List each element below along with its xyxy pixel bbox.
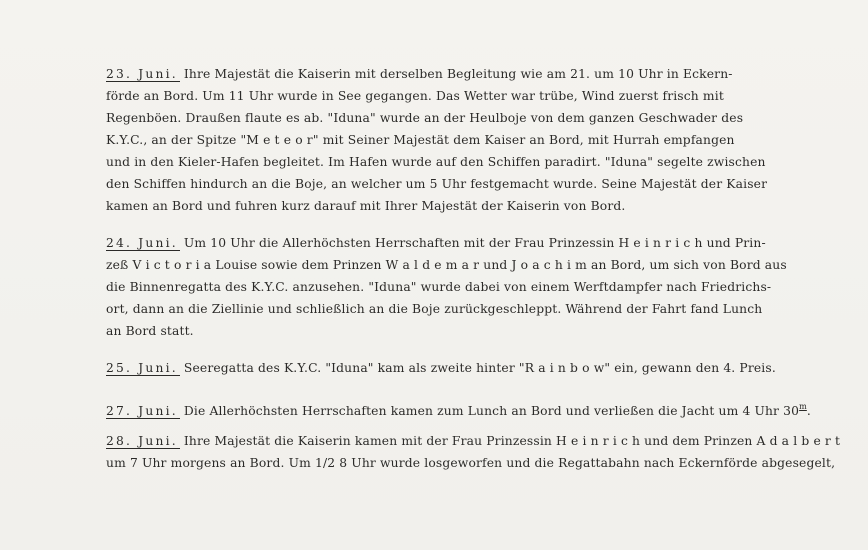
entry-line: ort, dann an die Ziellinie und schließlich an die Boje zurückgeschleppt. Während der Fahrt fand Lunch [106, 302, 763, 316]
entry-line: Regenböen. Draußen flaute es ab. "Iduna" wurde an der Heulboje von dem ganzen Geschwader des [106, 111, 744, 125]
entry-date: 28. Juni. [106, 434, 178, 448]
entry-date: 24. Juni. [106, 236, 178, 250]
entry-line: den Schiffen hindurch an die Boje, an welcher um 5 Uhr festgemacht wurde. Seine Majestät der Kaiser [106, 177, 768, 191]
entry-text: Die Allerhöchsten Herrschaften kamen zum Lunch an Bord und verließen die Jacht um 4 Uhr 30 [183, 404, 800, 418]
entry-date: 25. Juni. [106, 361, 178, 375]
entry-line [106, 360, 776, 376]
entry-date: 27. Juni. [106, 404, 178, 418]
entry-line: und in den Kieler-Hafen begleitet. Im Hafen wurde auf den Schiffen paradirt. "Iduna" segelte zwischen [106, 155, 766, 169]
entry-line [106, 433, 840, 449]
entry-text: Um 10 Uhr die Allerhöchsten Herrschaften mit der Frau Prinzessin H e i n r i c h und Prin- [183, 236, 766, 250]
entry-line: die Binnenregatta des K.Y.C. anzusehen. "Iduna" wurde dabei von einem Werftdampfer nach Friedrichs- [106, 280, 772, 294]
entry-text: Ihre Majestät die Kaiserin mit derselben Begleitung wie am 21. um 10 Uhr in Eckern- [183, 67, 733, 81]
entry-text: Seeregatta des K.Y.C. "Iduna" kam als zweite hinter "R a i n b o w" ein, gewann den 4. Preis. [183, 361, 776, 375]
entry-line: an Bord statt. [106, 324, 194, 338]
entry-date: 23. Juni. [106, 67, 178, 81]
entry-line: um 7 Uhr morgens an Bord. Um 1/2 8 Uhr wurde losgeworfen und die Regattabahn nach Eckernförde abgesegelt, [106, 456, 836, 470]
entry-line: 27. Juni. Die Allerhöchsten Herrschaften kamen zum Lunch an Bord und verließen die Jacht um 4 Uhr 30$^m$. [106, 402, 811, 418]
entry-line [106, 235, 766, 251]
superscript-minutes: m [799, 402, 807, 411]
entry-line: kamen an Bord und fuhren kurz darauf mit Ihrer Majestät der Kaiserin von Bord. [106, 199, 626, 213]
entry-line: zeß V i c t o r i a Louise sowie dem Prinzen W a l d e m a r und J o a c h i m an Bord, um sich von Bord aus [106, 258, 787, 272]
entry-text: Ihre Majestät die Kaiserin kamen mit der Frau Prinzessin H e i n r i c h und dem Prinzen A d a l b e r t [183, 434, 841, 448]
entry-line: förde an Bord. Um 11 Uhr wurde in See gegangen. Das Wetter war trübe, Wind zuerst frisch mit [106, 89, 724, 103]
entry-line [106, 66, 733, 82]
entry-line: K.Y.C., an der Spitze "M e t e o r" mit Seiner Majestät dem Kaiser an Bord, mit Hurrah empfangen [106, 133, 735, 147]
